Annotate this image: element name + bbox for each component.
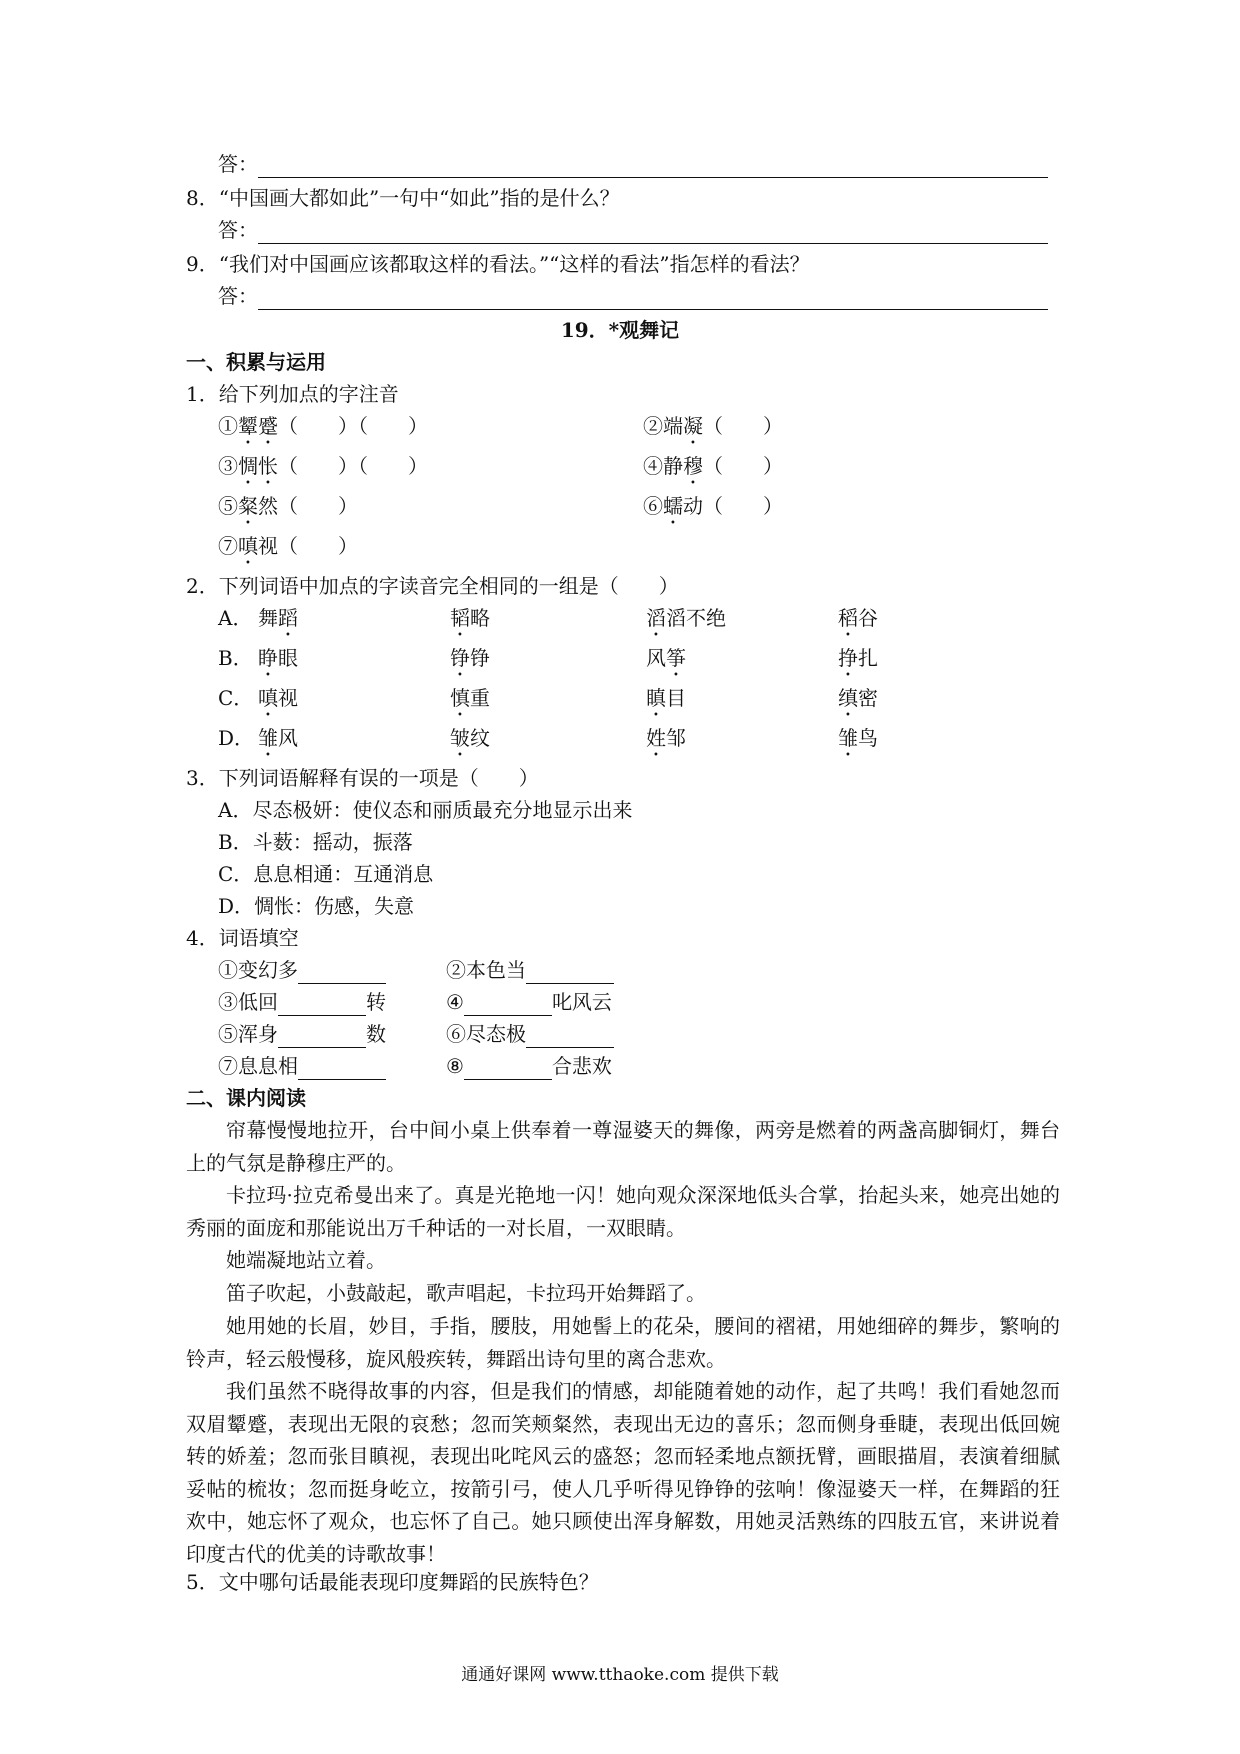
section-2-title: 二、课内阅读 [186, 1086, 306, 1110]
answer-rule [258, 223, 1048, 244]
p2-word: 风筝 [646, 646, 686, 670]
fill-blank [278, 995, 366, 1016]
p2-option-label: B． [218, 646, 253, 670]
p2-word: 慎重 [450, 686, 490, 710]
p4-item-3: ③低回 转 [218, 990, 386, 1014]
fill-blank [526, 963, 614, 984]
p2-word: 皱纹 [450, 726, 490, 750]
p3-option-b: B．斗薮：摇动，振落 [218, 830, 413, 854]
passage-paragraph-2: 卡拉玛·拉克希曼出来了。真是光艳地一闪！她向观众深深地低头合掌，抬起头来，她亮出她的秀丽的面庞和那能说出万千种话的一对长眉，一双眼睛。 [186, 1183, 1060, 1240]
p3-option-a: A．尽态极妍：使仪态和丽质最充分地显示出来 [218, 798, 633, 822]
fill-blank [278, 1027, 366, 1048]
p1-item-3: ③惆怅（ ）（ ） [218, 454, 428, 478]
p3-option-d: D．惆怅：伤感，失意 [218, 894, 415, 918]
p1-item-6: ⑥蠕动（ ） [643, 494, 783, 518]
fill-blank [298, 963, 386, 984]
p1-item-7: ⑦嗔视（ ） [218, 534, 358, 558]
p4-item-1: ①变幻多 [218, 956, 386, 984]
answer-label: 答： [218, 218, 258, 242]
question-9 [186, 250, 810, 278]
passage-paragraph-4: 笛子吹起，小鼓敲起，歌声唱起，卡拉玛开始舞蹈了。 [226, 1281, 706, 1305]
q8-answer-line [218, 216, 1048, 244]
fill-blank [526, 1027, 614, 1048]
question-text: “我们对中国画应该都取这样的看法。”“这样的看法”指怎样的看法？ [218, 252, 810, 276]
p2-word: 挣扎 [838, 646, 878, 670]
p2-word: 雏风 [258, 726, 298, 750]
problem-1-stem: 1．给下列加点的字注音 [186, 382, 399, 406]
passage-paragraph-6: 我们虽然不晓得故事的内容，但是我们的情感，却能随着她的动作，起了共鸣！我们看她忽而双眉颦蹙，表现出无限的哀愁；忽而笑颊粲然，表现出无边的喜乐；忽而侧身垂睫，表现出低回婉转的娇羞；忽而张目瞋视，表现出叱咤风云的盛怒；忽而轻柔地点额抚臂，画眼描眉，表演着细腻妥帖的梳妆；忽而挺身屹立，按箭引弓，使人几乎听得见铮铮的弦响！像湿婆天一样，在舞蹈的狂欢中，她忘怀了观众，也忘怀了自己。她只顾使出浑身解数，用她灵活熟练的四肢五官，来讲说着印度古代的优美的诗歌故事！ [186, 1379, 1060, 1566]
q9-answer-line [218, 282, 1048, 310]
p2-option-label: C． [218, 686, 254, 710]
p2-word: 姓邹 [646, 726, 686, 750]
p1-item-1: ①颦蹙（ ）（ ） [218, 414, 428, 438]
p2-word: 滔滔不绝 [646, 606, 726, 630]
passage-paragraph-5: 她用她的长眉，妙目，手指，腰肢，用她髻上的花朵，腰间的褶裙，用她细碎的舞步，繁响的铃声，轻云般慢移，旋风般疾转，舞蹈出诗句里的离合悲欢。 [186, 1314, 1060, 1371]
fill-blank [464, 1059, 552, 1080]
answer-label: 答： [218, 152, 258, 176]
p4-item-5: ⑤浑身 数 [218, 1022, 386, 1046]
p1-item-4: ④静穆（ ） [643, 454, 783, 478]
problem-2-stem: 2．下列词语中加点的字读音完全相同的一组是（ ） [186, 574, 679, 598]
page-footer: 通通好课网 www.tthaoke.com 提供下载 [461, 1665, 779, 1685]
question-5: 5．文中哪句话最能表现印度舞蹈的民族特色？ [186, 1570, 599, 1594]
p2-word: 缜密 [838, 686, 878, 710]
p4-item-8: ⑧ 合悲欢 [446, 1054, 612, 1078]
answer-rule [258, 157, 1048, 178]
fill-blank [464, 995, 552, 1016]
lesson-title: 19．*观舞记 [560, 318, 680, 342]
problem-3-stem: 3．下列词语解释有误的一项是（ ） [186, 766, 539, 790]
p4-item-2: ②本色当 [446, 956, 614, 984]
p2-word: 雏鸟 [838, 726, 878, 750]
p2-option-label: A． [218, 606, 253, 630]
p1-item-2: ②端凝（ ） [643, 414, 783, 438]
p2-word: 稻谷 [838, 606, 878, 630]
question-number: 9． [186, 252, 219, 276]
answer-label: 答： [218, 284, 258, 308]
p2-word: 铮铮 [450, 646, 490, 670]
p2-word: 舞蹈 [258, 606, 298, 630]
p2-word: 嗔视 [258, 686, 298, 710]
p1-item-5: ⑤粲然（ ） [218, 494, 358, 518]
p2-option-label: D． [218, 726, 255, 750]
passage-paragraph-3: 她端凝地站立着。 [226, 1248, 386, 1272]
p3-option-c: C．息息相通：互通消息 [218, 862, 434, 886]
problem-4-stem: 4．词语填空 [186, 926, 299, 950]
p4-item-6: ⑥尽态极 [446, 1020, 614, 1048]
p2-word: 韬略 [450, 606, 490, 630]
section-1-title: 一、积累与运用 [186, 350, 326, 374]
q7-answer-line [218, 150, 1048, 178]
fill-blank [298, 1059, 386, 1080]
p4-item-7: ⑦息息相 [218, 1052, 386, 1080]
question-8 [186, 184, 620, 212]
answer-rule [258, 289, 1048, 310]
question-number: 8． [186, 186, 219, 210]
p4-item-4: ④ 叱风云 [446, 990, 612, 1014]
p2-word: 睁眼 [258, 646, 298, 670]
question-text: “中国画大都如此”一句中“如此”指的是什么？ [218, 186, 620, 210]
passage-paragraph-1: 帘幕慢慢地拉开，台中间小桌上供奉着一尊湿婆天的舞像，两旁是燃着的两盏高脚铜灯，舞台上的气氛是静穆庄严的。 [186, 1118, 1060, 1175]
p2-word: 瞋目 [646, 686, 686, 710]
